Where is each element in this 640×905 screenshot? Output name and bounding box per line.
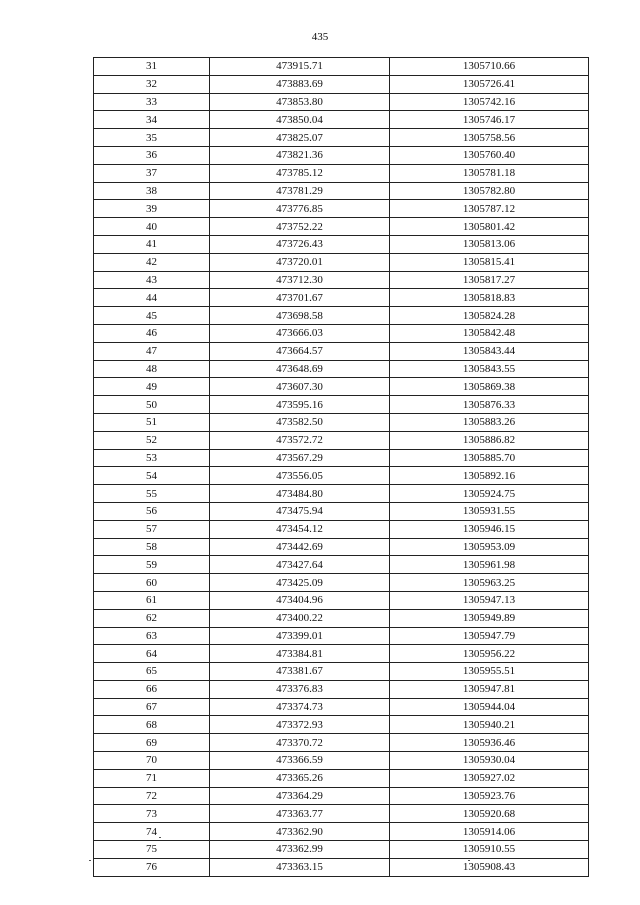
x-coordinate-cell: 473883.69 xyxy=(210,75,390,93)
point-number-cell: 46 xyxy=(94,324,210,342)
table-row xyxy=(94,698,589,716)
table-row xyxy=(94,289,589,307)
y-coordinate-cell: 1305876.33 xyxy=(390,396,589,414)
table-row xyxy=(94,769,589,787)
scan-speck xyxy=(89,860,91,861)
point-number-cell: 53 xyxy=(94,449,210,467)
point-number-cell: 71 xyxy=(94,769,210,787)
x-coordinate-cell: 473475.94 xyxy=(210,502,390,520)
y-coordinate-cell: 1305843.44 xyxy=(390,342,589,360)
point-number-cell: 68 xyxy=(94,716,210,734)
x-coordinate-cell: 473567.29 xyxy=(210,449,390,467)
x-coordinate-cell: 473572.72 xyxy=(210,431,390,449)
table-row xyxy=(94,218,589,236)
y-coordinate-cell: 1305815.41 xyxy=(390,253,589,271)
table-row xyxy=(94,663,589,681)
table-row xyxy=(94,520,589,538)
coordinates-table xyxy=(93,57,589,877)
y-coordinate-cell: 1305949.89 xyxy=(390,609,589,627)
table-row xyxy=(94,645,589,663)
x-coordinate-cell: 473556.05 xyxy=(210,467,390,485)
table-row xyxy=(94,431,589,449)
point-number-cell: 57 xyxy=(94,520,210,538)
x-coordinate-cell: 473785.12 xyxy=(210,164,390,182)
table-row xyxy=(94,752,589,770)
x-coordinate-cell: 473363.15 xyxy=(210,858,390,876)
y-coordinate-cell: 1305956.22 xyxy=(390,645,589,663)
table-row xyxy=(94,342,589,360)
point-number-cell: 63 xyxy=(94,627,210,645)
table-row xyxy=(94,146,589,164)
x-coordinate-cell: 473595.16 xyxy=(210,396,390,414)
point-number-cell: 40 xyxy=(94,218,210,236)
scan-speck xyxy=(159,837,161,838)
table-row xyxy=(94,574,589,592)
point-number-cell: 72 xyxy=(94,787,210,805)
table-row xyxy=(94,182,589,200)
y-coordinate-cell: 1305910.55 xyxy=(390,841,589,859)
x-coordinate-cell: 473442.69 xyxy=(210,538,390,556)
y-coordinate-cell: 1305824.28 xyxy=(390,307,589,325)
y-coordinate-cell: 1305920.68 xyxy=(390,805,589,823)
table-row xyxy=(94,716,589,734)
y-coordinate-cell: 1305940.21 xyxy=(390,716,589,734)
x-coordinate-cell: 473701.67 xyxy=(210,289,390,307)
x-coordinate-cell: 473850.04 xyxy=(210,111,390,129)
point-number-cell: 60 xyxy=(94,574,210,592)
point-number-cell: 41 xyxy=(94,235,210,253)
table-row xyxy=(94,360,589,378)
table-row xyxy=(94,609,589,627)
x-coordinate-cell: 473484.80 xyxy=(210,485,390,503)
x-coordinate-cell: 473362.90 xyxy=(210,823,390,841)
table-row xyxy=(94,734,589,752)
x-coordinate-cell: 473752.22 xyxy=(210,218,390,236)
y-coordinate-cell: 1305818.83 xyxy=(390,289,589,307)
y-coordinate-cell: 1305946.15 xyxy=(390,520,589,538)
table-row xyxy=(94,111,589,129)
x-coordinate-cell: 473376.83 xyxy=(210,680,390,698)
y-coordinate-cell: 1305710.66 xyxy=(390,58,589,76)
table-row xyxy=(94,200,589,218)
point-number-cell: 62 xyxy=(94,609,210,627)
table-row xyxy=(94,93,589,111)
x-coordinate-cell: 473720.01 xyxy=(210,253,390,271)
point-number-cell: 39 xyxy=(94,200,210,218)
point-number-cell: 55 xyxy=(94,485,210,503)
point-number-cell: 52 xyxy=(94,431,210,449)
point-number-cell: 36 xyxy=(94,146,210,164)
x-coordinate-cell: 473364.29 xyxy=(210,787,390,805)
x-coordinate-cell: 473648.69 xyxy=(210,360,390,378)
x-coordinate-cell: 473366.59 xyxy=(210,752,390,770)
point-number-cell: 67 xyxy=(94,698,210,716)
table-row xyxy=(94,75,589,93)
table-row xyxy=(94,271,589,289)
y-coordinate-cell: 1305883.26 xyxy=(390,413,589,431)
point-number-cell: 76 xyxy=(94,858,210,876)
y-coordinate-cell: 1305908.43 xyxy=(390,858,589,876)
table-row xyxy=(94,235,589,253)
scan-speck xyxy=(468,860,470,861)
x-coordinate-cell: 473666.03 xyxy=(210,324,390,342)
x-coordinate-cell: 473776.85 xyxy=(210,200,390,218)
x-coordinate-cell: 473363.77 xyxy=(210,805,390,823)
point-number-cell: 75 xyxy=(94,841,210,859)
table-row xyxy=(94,502,589,520)
point-number-cell: 45 xyxy=(94,307,210,325)
y-coordinate-cell: 1305885.70 xyxy=(390,449,589,467)
point-number-cell: 51 xyxy=(94,413,210,431)
point-number-cell: 49 xyxy=(94,378,210,396)
point-number-cell: 44 xyxy=(94,289,210,307)
y-coordinate-cell: 1305923.76 xyxy=(390,787,589,805)
x-coordinate-cell: 473825.07 xyxy=(210,129,390,147)
x-coordinate-cell: 473821.36 xyxy=(210,146,390,164)
y-coordinate-cell: 1305963.25 xyxy=(390,574,589,592)
page-number: 435 xyxy=(311,31,329,43)
x-coordinate-cell: 473372.93 xyxy=(210,716,390,734)
table-row xyxy=(94,538,589,556)
y-coordinate-cell: 1305746.17 xyxy=(390,111,589,129)
x-coordinate-cell: 473400.22 xyxy=(210,609,390,627)
table-row xyxy=(94,164,589,182)
table-row xyxy=(94,823,589,841)
y-coordinate-cell: 1305927.02 xyxy=(390,769,589,787)
point-number-cell: 43 xyxy=(94,271,210,289)
point-number-cell: 54 xyxy=(94,467,210,485)
point-number-cell: 48 xyxy=(94,360,210,378)
coordinates-table-body xyxy=(94,58,589,877)
y-coordinate-cell: 1305726.41 xyxy=(390,75,589,93)
y-coordinate-cell: 1305931.55 xyxy=(390,502,589,520)
y-coordinate-cell: 1305914.06 xyxy=(390,823,589,841)
table-row xyxy=(94,841,589,859)
y-coordinate-cell: 1305953.09 xyxy=(390,538,589,556)
x-coordinate-cell: 473425.09 xyxy=(210,574,390,592)
table-row xyxy=(94,485,589,503)
x-coordinate-cell: 473698.58 xyxy=(210,307,390,325)
table-row xyxy=(94,680,589,698)
x-coordinate-cell: 473607.30 xyxy=(210,378,390,396)
table-row xyxy=(94,556,589,574)
x-coordinate-cell: 473370.72 xyxy=(210,734,390,752)
x-coordinate-cell: 473582.50 xyxy=(210,413,390,431)
point-number-cell: 74 xyxy=(94,823,210,841)
y-coordinate-cell: 1305947.79 xyxy=(390,627,589,645)
y-coordinate-cell: 1305843.55 xyxy=(390,360,589,378)
x-coordinate-cell: 473454.12 xyxy=(210,520,390,538)
y-coordinate-cell: 1305760.40 xyxy=(390,146,589,164)
x-coordinate-cell: 473374.73 xyxy=(210,698,390,716)
table-row xyxy=(94,253,589,271)
y-coordinate-cell: 1305947.13 xyxy=(390,591,589,609)
x-coordinate-cell: 473853.80 xyxy=(210,93,390,111)
x-coordinate-cell: 473726.43 xyxy=(210,235,390,253)
x-coordinate-cell: 473399.01 xyxy=(210,627,390,645)
table-row xyxy=(94,58,589,76)
point-number-cell: 66 xyxy=(94,680,210,698)
table-row xyxy=(94,787,589,805)
x-coordinate-cell: 473381.67 xyxy=(210,663,390,681)
table-row xyxy=(94,129,589,147)
table-row xyxy=(94,627,589,645)
x-coordinate-cell: 473384.81 xyxy=(210,645,390,663)
x-coordinate-cell: 473712.30 xyxy=(210,271,390,289)
point-number-cell: 70 xyxy=(94,752,210,770)
y-coordinate-cell: 1305801.42 xyxy=(390,218,589,236)
point-number-cell: 64 xyxy=(94,645,210,663)
x-coordinate-cell: 473404.96 xyxy=(210,591,390,609)
table-row xyxy=(94,805,589,823)
y-coordinate-cell: 1305869.38 xyxy=(390,378,589,396)
point-number-cell: 73 xyxy=(94,805,210,823)
x-coordinate-cell: 473427.64 xyxy=(210,556,390,574)
y-coordinate-cell: 1305742.16 xyxy=(390,93,589,111)
y-coordinate-cell: 1305961.98 xyxy=(390,556,589,574)
point-number-cell: 33 xyxy=(94,93,210,111)
y-coordinate-cell: 1305936.46 xyxy=(390,734,589,752)
y-coordinate-cell: 1305955.51 xyxy=(390,663,589,681)
x-coordinate-cell: 473915.71 xyxy=(210,58,390,76)
y-coordinate-cell: 1305892.16 xyxy=(390,467,589,485)
point-number-cell: 35 xyxy=(94,129,210,147)
point-number-cell: 69 xyxy=(94,734,210,752)
y-coordinate-cell: 1305930.04 xyxy=(390,752,589,770)
y-coordinate-cell: 1305842.48 xyxy=(390,324,589,342)
table-row xyxy=(94,467,589,485)
table-row xyxy=(94,413,589,431)
point-number-cell: 34 xyxy=(94,111,210,129)
table-row xyxy=(94,396,589,414)
y-coordinate-cell: 1305787.12 xyxy=(390,200,589,218)
point-number-cell: 65 xyxy=(94,663,210,681)
point-number-cell: 42 xyxy=(94,253,210,271)
point-number-cell: 58 xyxy=(94,538,210,556)
point-number-cell: 47 xyxy=(94,342,210,360)
point-number-cell: 38 xyxy=(94,182,210,200)
x-coordinate-cell: 473664.57 xyxy=(210,342,390,360)
table-row xyxy=(94,378,589,396)
point-number-cell: 56 xyxy=(94,502,210,520)
y-coordinate-cell: 1305782.80 xyxy=(390,182,589,200)
table-row xyxy=(94,307,589,325)
point-number-cell: 59 xyxy=(94,556,210,574)
y-coordinate-cell: 1305781.18 xyxy=(390,164,589,182)
point-number-cell: 31 xyxy=(94,58,210,76)
point-number-cell: 61 xyxy=(94,591,210,609)
point-number-cell: 32 xyxy=(94,75,210,93)
point-number-cell: 37 xyxy=(94,164,210,182)
table-row xyxy=(94,324,589,342)
y-coordinate-cell: 1305944.04 xyxy=(390,698,589,716)
y-coordinate-cell: 1305886.82 xyxy=(390,431,589,449)
table-row xyxy=(94,591,589,609)
x-coordinate-cell: 473365.26 xyxy=(210,769,390,787)
table-row xyxy=(94,449,589,467)
y-coordinate-cell: 1305813.06 xyxy=(390,235,589,253)
x-coordinate-cell: 473781.29 xyxy=(210,182,390,200)
y-coordinate-cell: 1305924.75 xyxy=(390,485,589,503)
table-row xyxy=(94,858,589,876)
y-coordinate-cell: 1305758.56 xyxy=(390,129,589,147)
y-coordinate-cell: 1305817.27 xyxy=(390,271,589,289)
x-coordinate-cell: 473362.99 xyxy=(210,841,390,859)
y-coordinate-cell: 1305947.81 xyxy=(390,680,589,698)
point-number-cell: 50 xyxy=(94,396,210,414)
